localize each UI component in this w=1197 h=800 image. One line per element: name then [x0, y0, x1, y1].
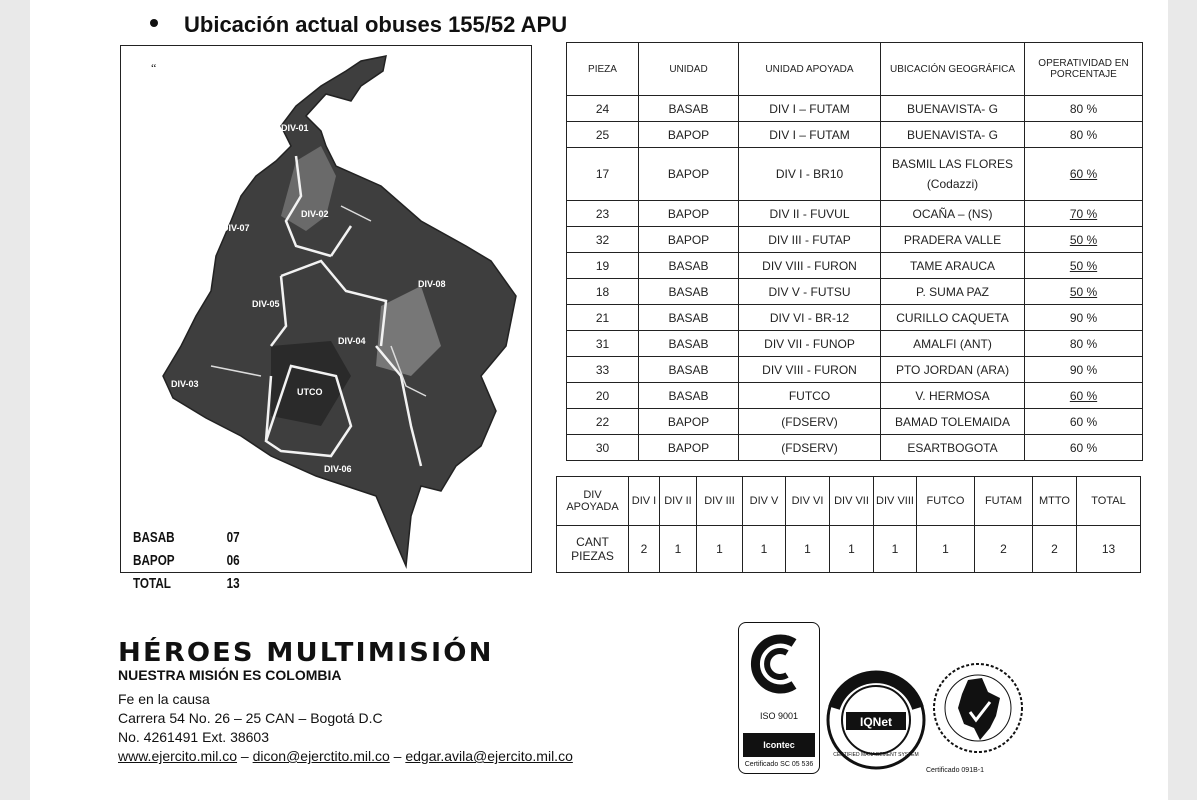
- cell-operatividad: 90 %: [1025, 357, 1143, 383]
- colombia-map-icon: [121, 46, 533, 574]
- summary-header-row: [557, 477, 1141, 526]
- cell-unidad: BASAB: [639, 357, 739, 383]
- website-link[interactable]: www.ejercito.mil.co: [118, 748, 238, 764]
- cell-unidad: BAPOP: [639, 227, 739, 253]
- table-header-row: [567, 43, 1143, 96]
- legend-label: TOTAL: [133, 575, 171, 592]
- cell-unidad-apoyada: DIV I - BR10: [739, 148, 881, 201]
- legend-row: [133, 526, 240, 549]
- cell-pieza: 22: [567, 409, 639, 435]
- tagline: NUESTRA MISIÓN ES COLOMBIA: [118, 667, 342, 683]
- cell-unidad-apoyada: DIV VI - BR-12: [739, 305, 881, 331]
- cell-operatividad: 50 %: [1025, 227, 1143, 253]
- street-address: Carrera 54 No. 26 – 25 CAN – Bogotá D.C: [118, 710, 383, 726]
- cell-operatividad: 80 %: [1025, 96, 1143, 122]
- table-row: [567, 357, 1143, 383]
- summary-col-header: DIV I: [629, 477, 660, 526]
- cell-ubicacion: P. SUMA PAZ: [881, 279, 1025, 305]
- cell-operatividad: 70 %: [1025, 201, 1143, 227]
- summary-col-header: FUTAM: [975, 477, 1033, 526]
- cell-operatividad: 60 %: [1025, 148, 1143, 201]
- legend-label: BASAB: [133, 529, 175, 546]
- summary-col-value: 1: [697, 526, 743, 573]
- iqnet-logo-icon: [824, 668, 928, 772]
- government-seal-icon: [930, 658, 1026, 764]
- cell-operatividad: 50 %: [1025, 253, 1143, 279]
- map-legend: [133, 526, 240, 595]
- header-unidad: UNIDAD: [639, 43, 739, 96]
- icontec-iso-logo: [738, 622, 820, 774]
- seal-cert-number: Certificado 091B-1: [926, 767, 984, 774]
- summary-col-value: 1: [660, 526, 697, 573]
- iqnet-label: IQNet: [859, 715, 893, 729]
- cell-unidad-apoyada: DIV II - FUVUL: [739, 201, 881, 227]
- legend-value: 13: [226, 575, 240, 592]
- summary-col-header: MTTO: [1033, 477, 1077, 526]
- summary-row-label: CANT PIEZAS: [557, 526, 629, 573]
- summary-header-label: DIV APOYADA: [557, 477, 629, 526]
- email-link-edgar[interactable]: edgar.avila@ejercito.mil.co: [405, 748, 573, 764]
- map-label-utco: UTCO: [297, 387, 323, 397]
- map-corner-mark: “: [151, 61, 157, 75]
- cell-pieza: 31: [567, 331, 639, 357]
- summary-col-value: 13: [1077, 526, 1141, 573]
- document-page: [30, 0, 1168, 800]
- cell-pieza: 19: [567, 253, 639, 279]
- table-row: [567, 331, 1143, 357]
- cell-unidad: BASAB: [639, 253, 739, 279]
- table-body: [567, 96, 1143, 461]
- cell-operatividad: 60 %: [1025, 383, 1143, 409]
- cell-unidad: BAPOP: [639, 122, 739, 148]
- cell-operatividad: 80 %: [1025, 122, 1143, 148]
- header-ubicacion: UBICACIÓN GEOGRÁFICA: [881, 43, 1025, 96]
- cell-operatividad: 80 %: [1025, 331, 1143, 357]
- motto: Fe en la causa: [118, 691, 210, 707]
- cell-ubicacion: BUENAVISTA- G: [881, 96, 1025, 122]
- legend-row: [133, 572, 240, 595]
- map-label-div02: DIV-02: [301, 209, 329, 219]
- legend-label: BAPOP: [133, 552, 175, 569]
- cell-unidad-apoyada: FUTCO: [739, 383, 881, 409]
- cell-unidad-apoyada: DIV I – FUTAM: [739, 96, 881, 122]
- cell-ubicacion: [881, 148, 1025, 201]
- table-row: [567, 148, 1143, 201]
- email-link-dicon[interactable]: dicon@ejerctito.mil.co: [252, 748, 390, 764]
- cell-pieza: 21: [567, 305, 639, 331]
- map-label-div05: DIV-05: [252, 299, 280, 309]
- icontec-mark-icon: [739, 623, 819, 708]
- table-row: [567, 409, 1143, 435]
- cell-unidad-apoyada: DIV VIII - FURON: [739, 253, 881, 279]
- cell-unidad-apoyada: (FDSERV): [739, 435, 881, 461]
- contact-links: [118, 747, 573, 766]
- cell-operatividad: 60 %: [1025, 409, 1143, 435]
- summary-col-value: 1: [786, 526, 830, 573]
- separator: –: [393, 748, 402, 764]
- cell-operatividad: 50 %: [1025, 279, 1143, 305]
- summary-table: [556, 476, 1141, 573]
- summary-col-header: DIV VIII: [874, 477, 917, 526]
- cell-unidad: BASAB: [639, 305, 739, 331]
- map-country-shape: [163, 56, 516, 566]
- cell-ubicacion: AMALFI (ANT): [881, 331, 1025, 357]
- summary-col-header: DIV VI: [786, 477, 830, 526]
- summary-col-header: DIV III: [697, 477, 743, 526]
- page-title: [150, 12, 567, 38]
- cell-pieza: 18: [567, 279, 639, 305]
- cell-pieza: 32: [567, 227, 639, 253]
- summary-col-value: 1: [830, 526, 874, 573]
- cell-unidad: BASAB: [639, 383, 739, 409]
- cell-unidad: BAPOP: [639, 409, 739, 435]
- header-unidad-apoyada: UNIDAD APOYADA: [739, 43, 881, 96]
- cell-unidad: BASAB: [639, 279, 739, 305]
- cell-ubicacion: PRADERA VALLE: [881, 227, 1025, 253]
- cell-ubicacion: V. HERMOSA: [881, 383, 1025, 409]
- cell-pieza: 23: [567, 201, 639, 227]
- summary-col-value: 1: [743, 526, 786, 573]
- cell-ubicacion: BAMAD TOLEMAIDA: [881, 409, 1025, 435]
- cell-pieza: 25: [567, 122, 639, 148]
- iqnet-ring-text: CERTIFIED MANAGEMENT SYSTEM: [833, 752, 919, 758]
- summary-col-header: FUTCO: [917, 477, 975, 526]
- cell-pieza: 20: [567, 383, 639, 409]
- map-label-div06: DIV-06: [324, 464, 352, 474]
- summary-col-value: 1: [917, 526, 975, 573]
- iso-cert-number: Certificado SC 05 536: [744, 761, 814, 768]
- cell-operatividad: 90 %: [1025, 305, 1143, 331]
- table-row: [567, 383, 1143, 409]
- iso-label: ISO 9001: [759, 711, 799, 721]
- legend-value: 07: [226, 529, 240, 546]
- cell-unidad-apoyada: (FDSERV): [739, 409, 881, 435]
- cell-ubicacion: PTO JORDAN (ARA): [881, 357, 1025, 383]
- address-block: [118, 690, 573, 766]
- map-label-div01: DIV-01: [281, 123, 309, 133]
- cell-unidad: BAPOP: [639, 435, 739, 461]
- table-row: [567, 279, 1143, 305]
- cell-ubicacion: ESARTBOGOTA: [881, 435, 1025, 461]
- cell-ubicacion: CURILLO CAQUETA: [881, 305, 1025, 331]
- summary-col-header: TOTAL: [1077, 477, 1141, 526]
- table-row: [567, 435, 1143, 461]
- icontec-bar: Icontec: [743, 733, 815, 757]
- cell-unidad-apoyada: DIV III - FUTAP: [739, 227, 881, 253]
- bullet-icon: [150, 19, 158, 27]
- separator: –: [240, 748, 249, 764]
- summary-col-value: 1: [874, 526, 917, 573]
- cell-pieza: 30: [567, 435, 639, 461]
- cell-pieza: 24: [567, 96, 639, 122]
- phone: No. 4261491 Ext. 38603: [118, 729, 270, 745]
- table-row: [567, 253, 1143, 279]
- cell-ubicacion: OCAÑA – (NS): [881, 201, 1025, 227]
- table-row: [567, 96, 1143, 122]
- cell-unidad: BAPOP: [639, 201, 739, 227]
- howitzer-table: [566, 42, 1143, 461]
- summary-values-row: [557, 526, 1141, 573]
- cell-unidad: BAPOP: [639, 148, 739, 201]
- summary-col-value: 2: [1033, 526, 1077, 573]
- summary-col-header: DIV II: [660, 477, 697, 526]
- cell-ubicacion: TAME ARAUCA: [881, 253, 1025, 279]
- cell-ubicacion: BUENAVISTA- G: [881, 122, 1025, 148]
- cell-ubicacion-line1: BASMIL LAS FLORES: [892, 157, 1013, 171]
- cell-operatividad: 60 %: [1025, 435, 1143, 461]
- colombia-map: [120, 45, 532, 573]
- cell-pieza: 33: [567, 357, 639, 383]
- summary-col-header: DIV VII: [830, 477, 874, 526]
- certification-logos: [736, 620, 1036, 780]
- cell-unidad-apoyada: DIV I – FUTAM: [739, 122, 881, 148]
- legend-value: 06: [226, 552, 240, 569]
- cell-unidad-apoyada: DIV V - FUTSU: [739, 279, 881, 305]
- cell-unidad-apoyada: DIV VIII - FURON: [739, 357, 881, 383]
- map-label-div07: DIV-07: [222, 223, 250, 233]
- table-row: [567, 305, 1143, 331]
- map-label-div08: DIV-08: [418, 279, 446, 289]
- summary-col-value: 2: [629, 526, 660, 573]
- header-pieza: PIEZA: [567, 43, 639, 96]
- map-label-div03: DIV-03: [171, 379, 199, 389]
- cell-pieza: 17: [567, 148, 639, 201]
- summary-col-header: DIV V: [743, 477, 786, 526]
- table-row: [567, 201, 1143, 227]
- table-row: [567, 227, 1143, 253]
- cell-ubicacion-line2: (Codazzi): [926, 177, 979, 191]
- brand-logo-text: HÉROES MULTIMISIÓN: [118, 638, 494, 668]
- cell-unidad: BASAB: [639, 331, 739, 357]
- footer: [118, 640, 573, 766]
- legend-row: [133, 549, 240, 572]
- table-row: [567, 122, 1143, 148]
- map-label-div04: DIV-04: [338, 336, 366, 346]
- page-title-text: Ubicación actual obuses 155/52 APU: [184, 12, 568, 37]
- header-operatividad: OPERATIVIDAD EN PORCENTAJE: [1025, 43, 1143, 96]
- summary-col-value: 2: [975, 526, 1033, 573]
- cell-unidad-apoyada: DIV VII - FUNOP: [739, 331, 881, 357]
- cell-unidad: BASAB: [639, 96, 739, 122]
